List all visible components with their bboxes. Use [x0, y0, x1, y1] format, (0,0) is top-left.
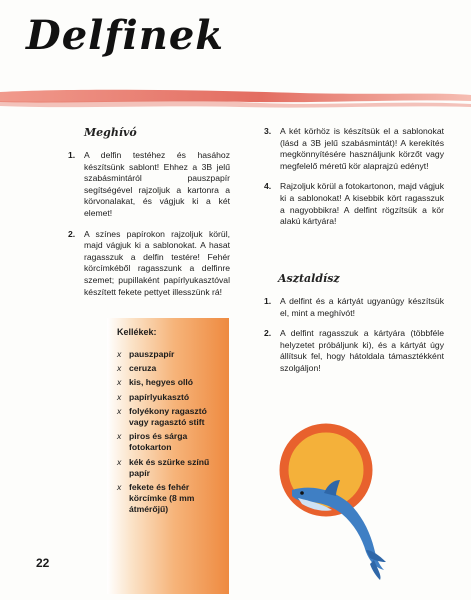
- bullet-x-icon: x: [117, 391, 122, 402]
- red-brush-divider: [0, 86, 471, 112]
- bullet-x-icon: x: [117, 363, 122, 374]
- list-item: [264, 328, 444, 374]
- meghivo-steps-right: [264, 126, 444, 237]
- step-number: 1.: [68, 150, 76, 160]
- bullet-x-icon: x: [117, 482, 122, 493]
- section-heading-asztaldisz: Asztaldísz: [278, 272, 340, 285]
- supplies-list: [117, 349, 227, 519]
- list-item: [117, 363, 227, 374]
- list-item: [117, 406, 227, 428]
- step-text: A színes papírokon rajzoljuk körül, majd vágjuk ki a sablonokat. A hasat ragasszuk a delfin testére! Fehér körcímkéből ragasszunk a delfinre szemet; pupillaként papírlyukasztóval készített fekete pettyet illesszünk rá!: [84, 228, 230, 297]
- page-title: Delfinek: [26, 12, 224, 59]
- bullet-x-icon: x: [117, 377, 122, 388]
- bullet-x-icon: x: [117, 456, 122, 467]
- section-heading-meghivo: Meghívó: [84, 126, 137, 139]
- dolphin-sun-illustration: [262, 400, 422, 580]
- supply-text: piros és sárga fotokarton: [129, 431, 188, 453]
- list-item: [117, 377, 227, 388]
- step-number: 1.: [264, 296, 272, 306]
- supply-text: ceruza: [129, 363, 157, 374]
- list-item: [264, 181, 444, 227]
- bullet-x-icon: x: [117, 405, 122, 416]
- supply-text: papírlyukasztó: [129, 391, 190, 402]
- supplies-title: Kellékek:: [117, 327, 157, 337]
- supply-text: kis, hegyes olló: [129, 377, 193, 388]
- asztaldisz-steps: [264, 296, 444, 384]
- list-item: [68, 229, 230, 299]
- supply-text: folyékony ragasztó vagy ragasztó stift: [129, 405, 207, 428]
- list-item: [117, 431, 227, 453]
- supplies-box: [107, 318, 229, 594]
- list-item: [117, 392, 227, 403]
- step-text: Rajzoljuk körül a fotokartonon, majd vágjuk ki a sablonokat! A kisebbik kört ragasszuk a nagyobbikra! A delfint rögzítsük a kör alakú kártyára!: [280, 181, 444, 227]
- meghivo-steps-left: [68, 150, 230, 307]
- list-item: [264, 126, 444, 172]
- list-item: [117, 349, 227, 360]
- step-text: A delfint és a kártyát ugyanúgy készítsük el, mint a meghívót!: [280, 296, 444, 318]
- step-number: 4.: [264, 181, 272, 192]
- bullet-x-icon: x: [117, 349, 122, 359]
- list-item: [117, 457, 227, 479]
- bullet-x-icon: x: [117, 431, 122, 442]
- supply-text: pauszpapír: [129, 349, 175, 359]
- supply-text: kék és szürke színű papír: [129, 456, 210, 478]
- step-text: A delfint ragasszuk a kártyára (többféle helyzetet próbáljunk ki), és a kártyát úgy állítsuk fel, hogy hátoldala támasztékként szolgáljon!: [280, 328, 444, 373]
- step-number: 2.: [264, 328, 272, 339]
- step-number: 2.: [68, 228, 76, 239]
- step-text: A két körhöz is készítsük el a sablonokat (lásd a 3B jelű szabásmintát)! A kerekítés megkönnyítésére használjunk körzőt vagy megfelelő méretű kör alaprajzú edényt!: [280, 126, 444, 171]
- list-item: [68, 150, 230, 220]
- list-item: [117, 482, 227, 516]
- supply-text: fekete és fehér körcímke (8 mm átmérőjű): [129, 482, 195, 515]
- step-text: A delfin testéhez és hasához készítsünk sablont! Ehhez a 3B jelű szabásmintáról pauszpapír segítségével rajzoljuk a kartonra a körvonalakat, és vágjuk ki a két elemet!: [84, 150, 230, 218]
- page-number: 22: [36, 556, 50, 570]
- list-item: [264, 296, 444, 319]
- step-number: 3.: [264, 126, 272, 136]
